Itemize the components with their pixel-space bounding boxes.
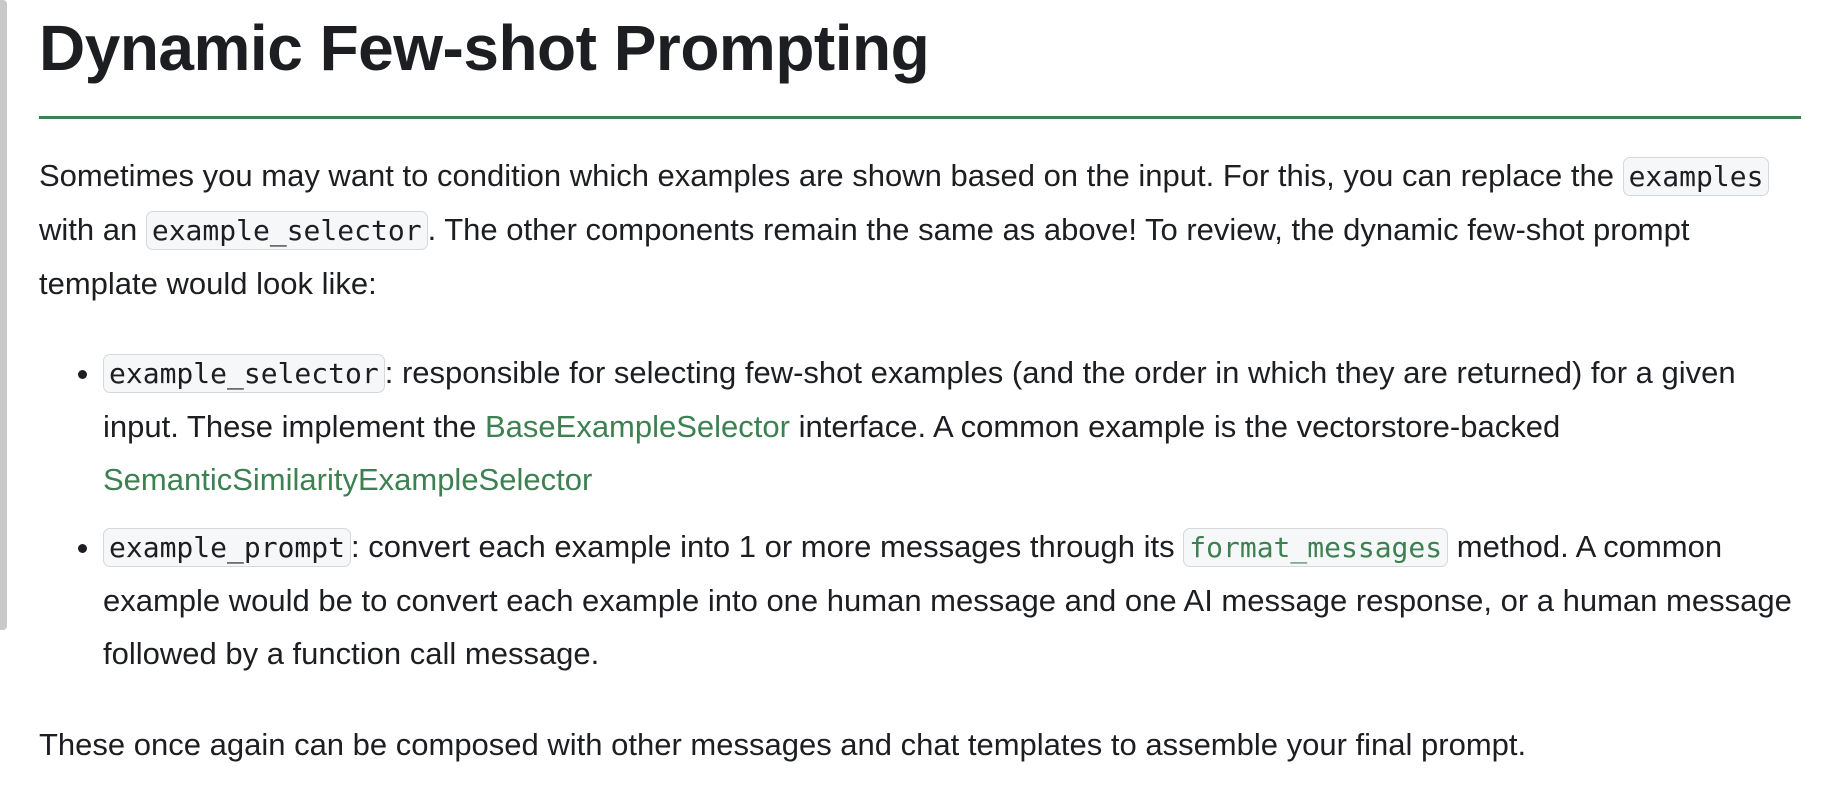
inline-code-format-messages: format_messages: [1183, 528, 1448, 567]
list-item-example-prompt: [103, 520, 1801, 680]
intro-text-1: Sometimes you may want to condition which examples are shown based on the input. For this, you can replace the: [39, 158, 1623, 193]
link-semantic-similarity-example-selector[interactable]: SemanticSimilarityExampleSelector: [103, 462, 593, 497]
item-text-2: method. A common example would be to convert each example into one human message and one AI message response, or a human message followed by a function call message.: [103, 529, 1792, 671]
item-text-2: interface. A common example is the vectorstore-backed: [789, 409, 1561, 444]
intro-text-2: with an: [39, 212, 146, 247]
list-item-example-selector: [103, 346, 1801, 506]
doc-content: [39, 0, 1801, 771]
outro-paragraph: These once again can be composed with other messages and chat templates to assemble your final prompt.: [39, 727, 1527, 762]
inline-code-examples: examples: [1623, 157, 1770, 196]
item-text-1: : responsible for selecting few-shot examples (and the order in which they are returned) for a given input. These implement the: [103, 355, 1736, 444]
components-list: [39, 346, 1801, 680]
inline-code-example-selector: example_selector: [146, 211, 428, 250]
page-title: Dynamic Few-shot Prompting: [39, 12, 930, 84]
inline-code-example-selector-item: example_selector: [103, 354, 385, 393]
intro-text-3: . The other components remain the same as above! To review, the dynamic few-shot prompt template would look like:: [39, 212, 1690, 301]
inline-code-example-prompt: example_prompt: [103, 528, 351, 567]
link-base-example-selector[interactable]: BaseExampleSelector: [484, 409, 790, 444]
intro-paragraph: [39, 149, 1801, 310]
title-divider: [39, 116, 1801, 119]
item-text-1: : convert each example into 1 or more messages through its: [351, 529, 1184, 564]
scrollbar-thumb[interactable]: [0, 0, 7, 630]
